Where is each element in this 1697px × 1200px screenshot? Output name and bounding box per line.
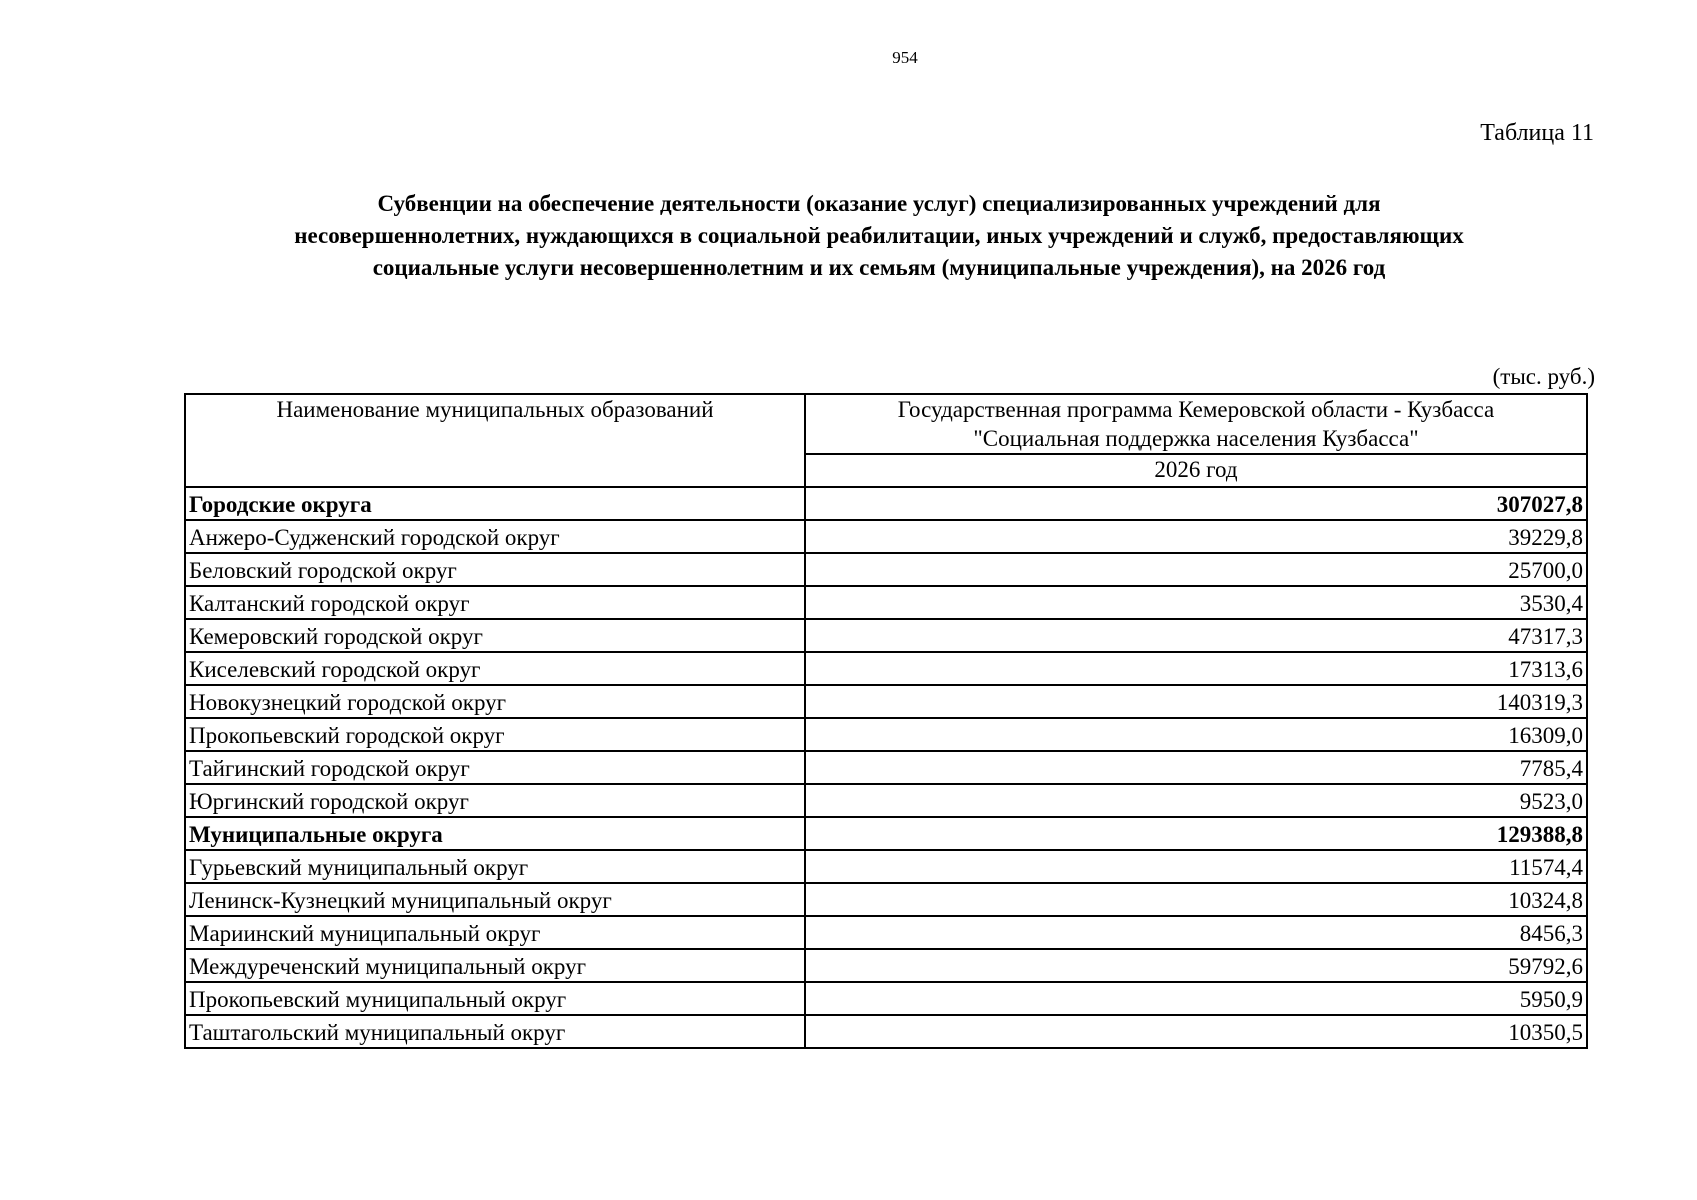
table-row xyxy=(185,1015,1587,1048)
amount-cell: 7785,4 xyxy=(805,751,1587,784)
table-row xyxy=(185,520,1587,553)
municipality-name-cell: Тайгинский городской округ xyxy=(185,751,805,784)
table-row xyxy=(185,751,1587,784)
amount-cell: 17313,6 xyxy=(805,652,1587,685)
amount-cell: 16309,0 xyxy=(805,718,1587,751)
table-label: Таблица 11 xyxy=(1480,120,1594,146)
table-group-row xyxy=(185,817,1587,850)
table-row xyxy=(185,553,1587,586)
municipality-name-cell: Ленинск-Кузнецкий муниципальный округ xyxy=(185,883,805,916)
amount-cell: 129388,8 xyxy=(805,817,1587,850)
header-year: 2026 год xyxy=(805,454,1587,487)
amount-cell: 25700,0 xyxy=(805,553,1587,586)
units-label: (тыс. руб.) xyxy=(1492,364,1595,389)
municipality-name-cell: Юргинский городской округ xyxy=(185,784,805,817)
amount-cell: 307027,8 xyxy=(805,487,1587,520)
amount-cell: 11574,4 xyxy=(805,850,1587,883)
municipality-name-cell: Новокузнецкий городской округ xyxy=(185,685,805,718)
page-number: 954 xyxy=(892,48,918,67)
municipality-name-cell: Муниципальные округа xyxy=(185,817,805,850)
amount-cell: 39229,8 xyxy=(805,520,1587,553)
title-line-2: несовершеннолетних, нуждающихся в социальной реабилитации, иных учреждений и служб, предоставляющих xyxy=(294,223,1464,248)
amount-cell: 10324,8 xyxy=(805,883,1587,916)
header-program-line-2: "Социальная поддержка населения Кузбасса" xyxy=(973,426,1419,451)
table-row xyxy=(185,652,1587,685)
municipality-name-cell: Киселевский городской округ xyxy=(185,652,805,685)
table-row xyxy=(185,685,1587,718)
table-row xyxy=(185,883,1587,916)
amount-cell: 3530,4 xyxy=(805,586,1587,619)
amount-cell: 47317,3 xyxy=(805,619,1587,652)
table-group-row xyxy=(185,487,1587,520)
table-row xyxy=(185,784,1587,817)
table-row xyxy=(185,916,1587,949)
subvention-table xyxy=(184,393,1588,1049)
amount-cell: 140319,3 xyxy=(805,685,1587,718)
header-program xyxy=(805,394,1587,454)
municipality-name-cell: Междуреченский муниципальный округ xyxy=(185,949,805,982)
municipality-name-cell: Городские округа xyxy=(185,487,805,520)
table-row xyxy=(185,982,1587,1015)
municipality-name-cell: Прокопьевский городской округ xyxy=(185,718,805,751)
municipality-name-cell: Кемеровский городской округ xyxy=(185,619,805,652)
municipality-name-cell: Беловский городской округ xyxy=(185,553,805,586)
municipality-name-cell: Гурьевский муниципальный округ xyxy=(185,850,805,883)
table-row xyxy=(185,850,1587,883)
amount-cell: 5950,9 xyxy=(805,982,1587,1015)
table-row xyxy=(185,619,1587,652)
header-municipality-name: Наименование муниципальных образований xyxy=(185,394,805,487)
document-title xyxy=(200,188,1558,284)
municipality-name-cell: Прокопьевский муниципальный округ xyxy=(185,982,805,1015)
table-row xyxy=(185,718,1587,751)
table-row xyxy=(185,586,1587,619)
municipality-name-cell: Таштагольский муниципальный округ xyxy=(185,1015,805,1048)
table-row xyxy=(185,949,1587,982)
municipality-name-cell: Калтанский городской округ xyxy=(185,586,805,619)
title-line-3: социальные услуги несовершеннолетним и их семьям (муниципальные учреждения), на 2026 год xyxy=(372,255,1386,280)
header-program-line-1: Государственная программа Кемеровской области - Кузбасса xyxy=(897,397,1495,422)
municipality-name-cell: Мариинский муниципальный округ xyxy=(185,916,805,949)
table-body xyxy=(185,487,1587,1048)
amount-cell: 59792,6 xyxy=(805,949,1587,982)
amount-cell: 10350,5 xyxy=(805,1015,1587,1048)
amount-cell: 8456,3 xyxy=(805,916,1587,949)
municipality-name-cell: Анжеро-Судженский городской округ xyxy=(185,520,805,553)
amount-cell: 9523,0 xyxy=(805,784,1587,817)
title-line-1: Субвенции на обеспечение деятельности (оказание услуг) специализированных учреждений для xyxy=(377,191,1381,216)
